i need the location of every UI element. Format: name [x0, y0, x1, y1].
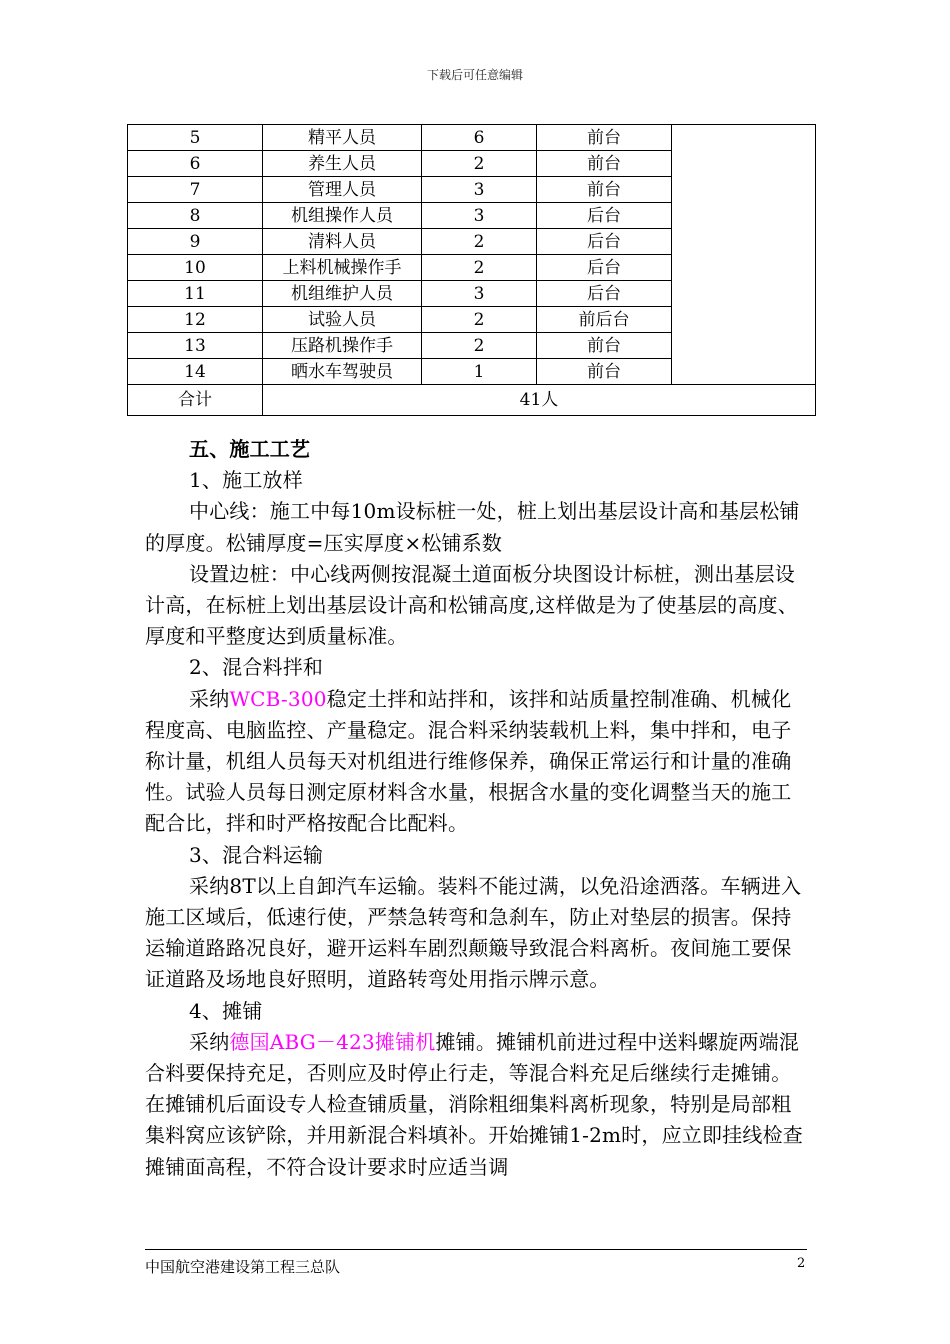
construction-process-section: [145, 434, 807, 1183]
mixing-text-lead: 采纳: [189, 686, 230, 711]
staff-table: [127, 124, 816, 416]
count-cell: 3: [422, 177, 537, 203]
row-number-cell: 7: [128, 177, 263, 203]
role-cell: 清料人员: [263, 229, 422, 255]
mixing-equipment-highlight: WCB-300: [229, 686, 327, 711]
count-cell: 2: [422, 333, 537, 359]
row-number-cell: 5: [128, 125, 263, 151]
position-cell: 后台: [537, 281, 672, 307]
role-cell: 精平人员: [263, 125, 422, 151]
row-number-cell: 10: [128, 255, 263, 281]
role-cell: 试验人员: [263, 307, 422, 333]
position-cell: 前后台: [537, 307, 672, 333]
paragraph-transport: 采纳8T以上自卸汽车运输。装料不能过满，以免沿途洒落。车辆进入施工区域后，低速行使，严禁急转弯和急刹车，防止对垫层的损害。保持运输道路路况良好，避开运料车剧烈颠簸导致混合料离析。夜间施工要保证道路及场地良好照明，道路转弯处用指示牌示意。: [145, 873, 802, 992]
staff-table-body: [128, 125, 816, 416]
footer-organization: 中国航空港建设第工程三总队: [145, 1258, 341, 1276]
role-cell: 管理人员: [263, 177, 422, 203]
paving-text-lead: 采纳: [189, 1029, 230, 1054]
count-cell: 3: [422, 281, 537, 307]
section-heading: 五、施工工艺: [189, 437, 311, 461]
count-cell: 2: [422, 151, 537, 177]
count-cell: 6: [422, 125, 537, 151]
subsection-title-4: 4、摊铺: [189, 998, 263, 1023]
position-cell: 前台: [537, 359, 672, 385]
role-cell: 养生人员: [263, 151, 422, 177]
subsection-title-3: 3、混合料运输: [189, 842, 324, 867]
position-cell: 后台: [537, 255, 672, 281]
header-note: 下载后可任意编辑: [426, 68, 523, 82]
page-number: 2: [797, 1256, 806, 1271]
count-cell: 2: [422, 255, 537, 281]
paragraph-paving: [145, 1027, 807, 1183]
total-value: 41人: [263, 385, 816, 416]
subsection-title-2: 2、混合料拌和: [189, 655, 324, 680]
paragraph-edge-stakes: 设置边桩：中心线两侧按混凝土道面板分块图设计标桩，测出基层设计高，在标桩上划出基层设计高和松铺高度,这样做是为了使基层的高度、厚度和平整度达到质量标准。: [145, 561, 798, 649]
count-cell: 1: [422, 359, 537, 385]
count-cell: 3: [422, 203, 537, 229]
count-cell: 2: [422, 229, 537, 255]
role-cell: 机组维护人员: [263, 281, 422, 307]
position-cell: 前台: [537, 177, 672, 203]
row-number-cell: 8: [128, 203, 263, 229]
position-cell: 后台: [537, 203, 672, 229]
position-cell: 后台: [537, 229, 672, 255]
paragraph-mixing: [145, 684, 807, 840]
position-cell: 前台: [537, 333, 672, 359]
mixing-text-body: 稳定土拌和站拌和，该拌和站质量控制准确、机械化程度高、电脑监控、产量稳定。混合料采纳装载机上料，集中拌和，电子称计量，机组人员每天对机组进行维修保养，确保正常运行和计量的准确性。试验人员每日测定原材料含水量，根据含水量的变化调整当天的施工配合比，拌和时严格按配合比配料。: [145, 686, 792, 836]
role-cell: 机组操作人员: [263, 203, 422, 229]
footer-divider: [145, 1249, 807, 1250]
row-number-cell: 13: [128, 333, 263, 359]
table-row: [128, 125, 816, 151]
row-number-cell: 9: [128, 229, 263, 255]
row-number-cell: 6: [128, 151, 263, 177]
total-row: [128, 385, 816, 416]
subsection-title-1: 1、施工放样: [189, 468, 303, 493]
row-number-cell: 11: [128, 281, 263, 307]
total-label: 合计: [128, 385, 263, 416]
role-cell: 压路机操作手: [263, 333, 422, 359]
role-cell: 上料机械操作手: [263, 255, 422, 281]
row-number-cell: 14: [128, 359, 263, 385]
paving-equipment-highlight: 德国ABG－423摊铺机: [229, 1029, 436, 1054]
role-cell: 晒水车驾驶员: [263, 359, 422, 385]
paving-text-body: 摊铺。摊铺机前进过程中送料螺旋两端混合料要保持充足，否则应及时停止行走，等混合料充足后继续行走摊铺。在摊铺机后面设专人检查铺质量，消除粗细集料离析现象，特别是局部粗集料窝应该铲除，并用新混合料填补。开始摊铺1-2m时，应立即挂线检查摊铺面高程，不符合设计要求时应适当调: [145, 1029, 803, 1179]
position-cell: 前台: [537, 125, 672, 151]
paragraph-centerline: 中心线：施工中每10m设标桩一处，桩上划出基层设计高和基层松铺的厚度。松铺厚度=压实厚度×松铺系数: [145, 499, 800, 555]
row-number-cell: 12: [128, 307, 263, 333]
position-cell: 前台: [537, 151, 672, 177]
count-cell: 2: [422, 307, 537, 333]
remarks-cell: [672, 125, 816, 385]
